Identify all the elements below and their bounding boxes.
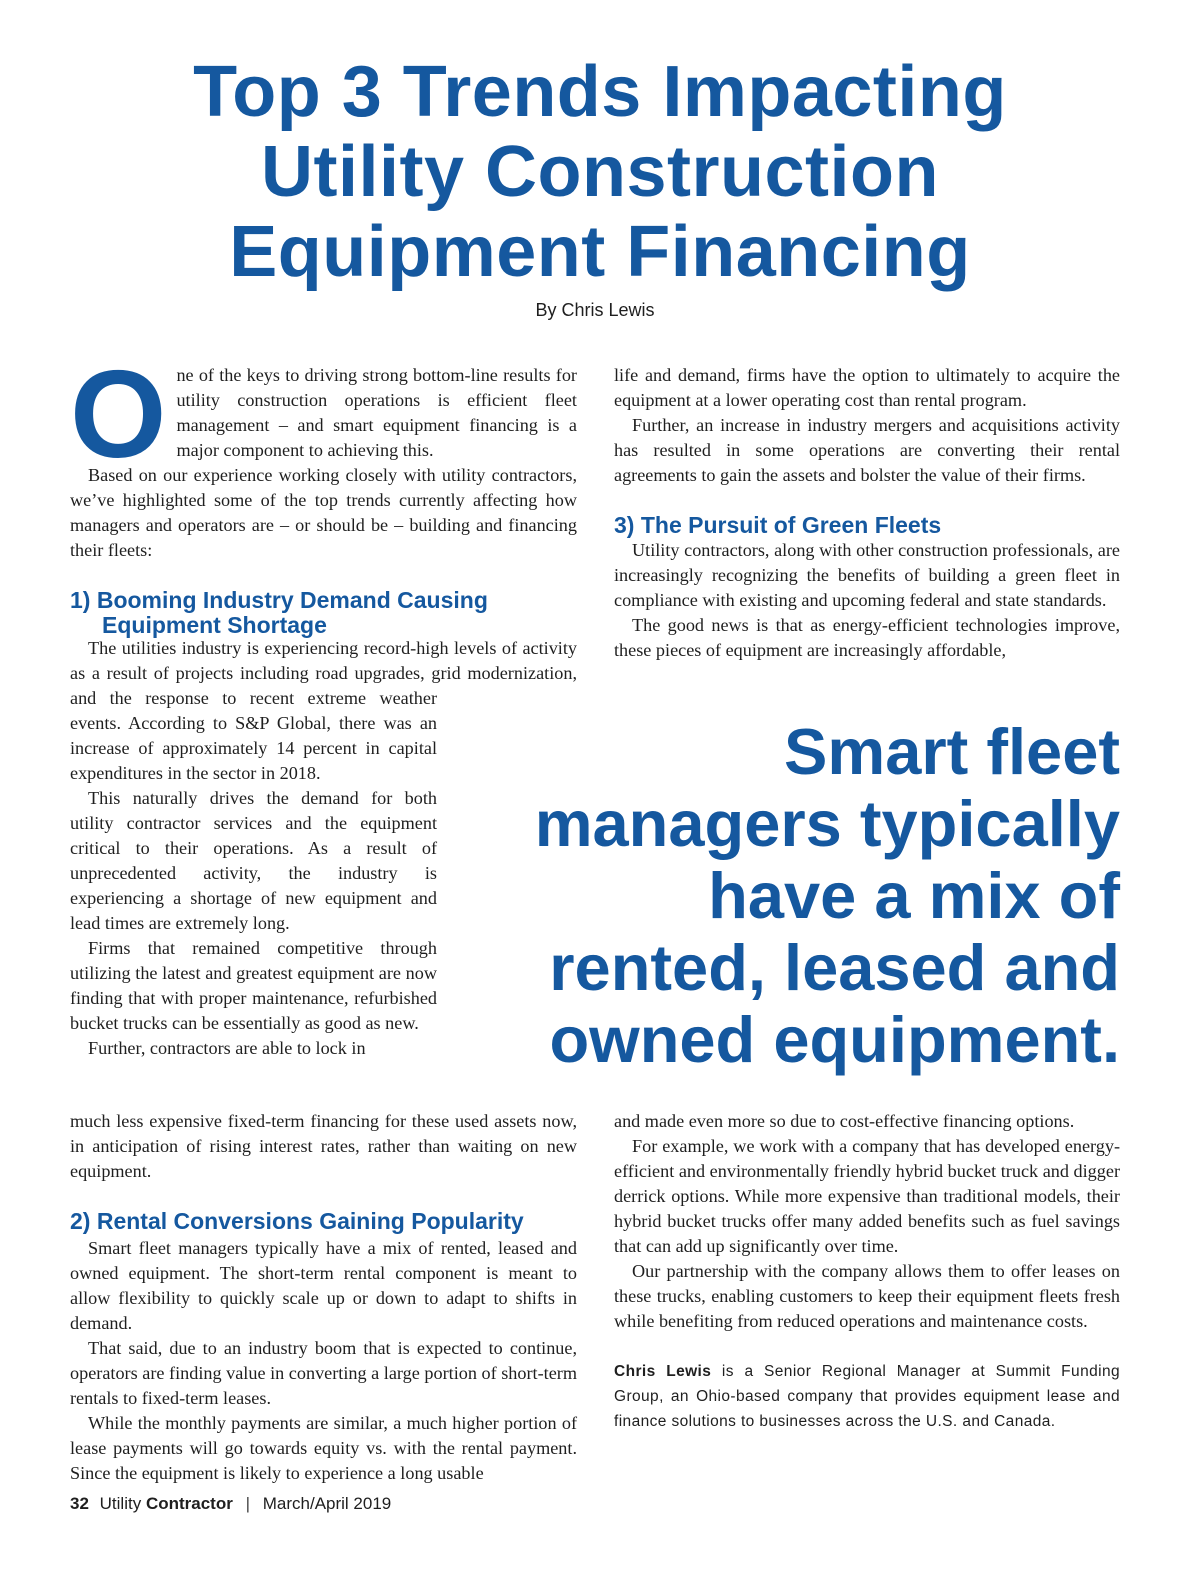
byline: By Chris Lewis [535,300,655,320]
left-column-top [70,346,577,638]
magazine-name-part-1: Utility [99,1494,142,1513]
section-3-paragraph-2-end: and made even more so due to cost-effective financing options. [614,1111,1075,1131]
page-footer [70,1494,391,1514]
article-title [0,52,1200,292]
pull-quote-line-4: rented, leased and [549,931,1120,1004]
section-1-paragraph-4-start: Further, contractors are able to lock in [88,1038,366,1058]
magazine-name-part-2: Contractor [145,1494,233,1513]
drop-cap: O [70,346,167,484]
footer-separator: | [245,1494,251,1513]
intro-paragraph-2: Based on our experience working closely with utility contractors, we’ve highlighted some of the top trends currently affecting how managers and operators are – or should be – building and financing their fleets: [70,465,577,560]
section-3-paragraph-2-start: The good news is that as energy-efficient technologies improve, these pieces of equipment are increasingly affordable, [614,615,1120,660]
section-2-paragraph-1: Smart fleet managers typically have a mix of rented, leased and owned equipment. The short-term rental component is meant to allow flexibility to quickly scale up or down to adapt to shifts in demand. [70,1238,577,1333]
article-title-line-3: Equipment Financing [229,212,971,292]
section-1-heading-line-1: 1) Booming Industry Demand Causing [70,587,488,613]
author-bio-text: is a Senior Regional Manager at Summit Funding Group, an Ohio-based company that provides equipment lease and finance solutions to businesses across the U.S. and Canada. [614,1363,1120,1430]
pull-quote-line-2: managers typically [534,787,1120,860]
section-1-paragraph-3: Firms that remained competitive through utilizing the latest and greatest equipment are now finding that with proper maintenance, refurbished bucket trucks can be essentially as good as new. [70,938,437,1033]
pull-quote-line-3: have a mix of [708,859,1120,932]
right-column-top [614,363,1120,663]
section-1-heading-line-2: Equipment Shortage [102,612,327,638]
section-1-paragraph-2: This naturally drives the demand for both utility contractor services and the equipment critical to their operations. As a result of unprecedented activity, the industry is experiencing a shortage of new equipment and lead times are extremely long. [70,788,437,933]
section-2-paragraph-3: While the monthly payments are similar, a much higher portion of lease payments will go towards equity vs. with the rental payment. Since the equipment is likely to experience a long usable [70,1413,577,1483]
section-2-paragraph-4: Further, an increase in industry mergers and acquisitions activity has resulted in some operations are converting their rental agreements to gain the assets and bolster the value of their firms. [614,415,1120,485]
section-2-heading: 2) Rental Conversions Gaining Popularity [70,1208,524,1234]
intro-paragraph-1: ne of the keys to driving strong bottom-line results for utility construction operations is efficient fleet management – and smart equipment financing is a major component to achieving this. [176,365,577,460]
pull-quote-line-5: owned equipment. [549,1003,1120,1076]
pull-quote [470,716,1120,1076]
section-1-heading [70,588,577,638]
section-1-paragraph-1: The utilities industry is experiencing record-high levels of activity as a result of projects including road upgrades, grid modernization, and the response to recent extreme weather events. According to S&P Global, there was an increase of approximately 14 percent in capital expenditures in the sector in 2018. [70,638,577,783]
section-3-paragraph-3: For example, we work with a company that has developed energy-efficient and environmentally friendly hybrid bucket truck and digger derrick options. While more expensive than traditional models, their hybrid bucket trucks offer many added benefits such as fuel savings that can add up significantly over time. [614,1136,1120,1256]
section-3-heading: 3) The Pursuit of Green Fleets [614,512,942,538]
right-column-bottom [614,1109,1120,1434]
article-title-line-2: Utility Construction [261,132,939,212]
section-2-paragraph-3-continued: life and demand, firms have the option to ultimately to acquire the equipment at a lower operating cost than rental program. [614,365,1120,410]
page-number: 32 [70,1494,89,1513]
pull-quote-line-1: Smart fleet [784,715,1120,788]
left-column-bottom [70,1109,577,1486]
section-3-paragraph-1: Utility contractors, along with other construction professionals, are increasingly recognizing the benefits of building a green fleet in compliance with existing and upcoming federal and state standards. [614,540,1120,610]
section-2-paragraph-2: That said, due to an industry boom that is expected to continue, operators are finding value in converting a large portion of short-term rentals to fixed-term leases. [70,1338,577,1408]
section-3-paragraph-4: Our partnership with the company allows them to offer leases on these trucks, enabling customers to keep their equipment fleets fresh while benefiting from reduced operations and maintenance costs. [614,1261,1120,1331]
author-bio-name: Chris Lewis [614,1363,712,1380]
section-1-paragraph-4-end: much less expensive fixed-term financing for these used assets now, in anticipation of rising interest rates, rather than waiting on new equipment. [70,1111,577,1181]
issue-date: March/April 2019 [262,1494,392,1513]
author-bio [614,1359,1120,1434]
article-title-line-1: Top 3 Trends Impacting [193,52,1007,132]
